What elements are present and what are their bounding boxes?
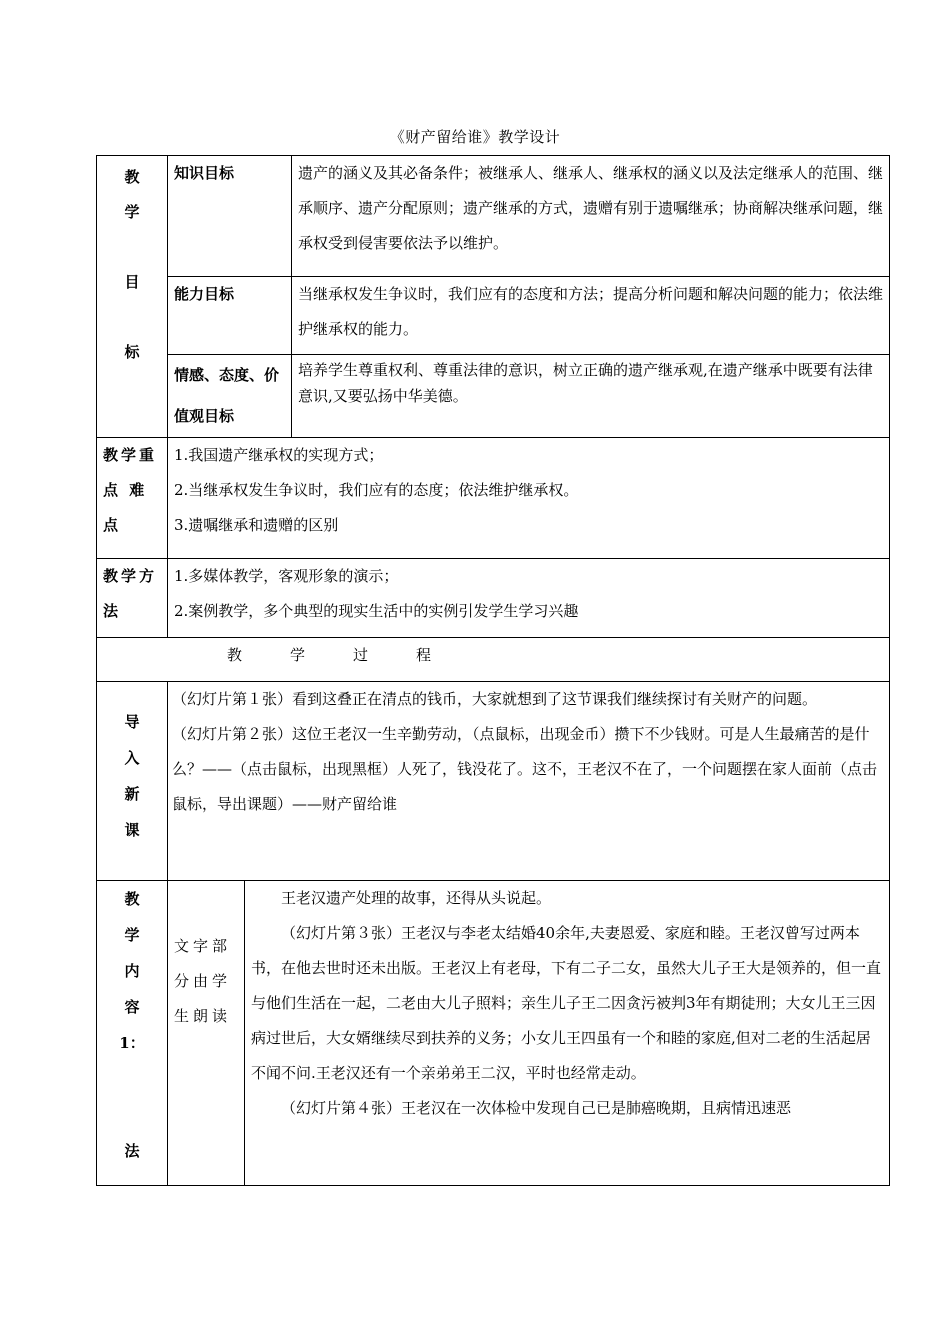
content-header: 教 学 内 容 1： 法 <box>97 881 168 1186</box>
ability-objective-label: 能力目标 <box>168 277 292 355</box>
intro-header: 导 入 新 课 <box>97 682 168 881</box>
values-objective-label: 情感、态度、价值观目标 <box>168 355 292 438</box>
key-point-item: 2.当继承权发生争议时，我们应有的态度；依法维护继承权。 <box>174 481 579 499</box>
key-points-content <box>168 438 890 559</box>
story-paragraph: （幻灯片第４张）王老汉在一次体检中发现自己已是肺癌晚期，且病情迅速恶 <box>281 1099 792 1117</box>
story-paragraph: 王老汉遗产处理的故事，还得从头说起。 <box>281 889 552 907</box>
story-paragraph: （幻灯片第３张）王老汉与李老太结婚40余年,夫妻恩爱、家庭和睦。王老汉曾写过两本书，在他去世时还未出版。王老汉上有老母，下有二子二女，虽然大儿子王大是领养的，但一直与他们生活在一起，二老由大儿子照料；亲生儿子王二因贪污被判3年有期徒刑；大女儿王三因病过世后，大女婿继续尽到扶养的义务；小女儿王四虽有一个和睦的家庭,但对二老的生活起居不闻不问.王老汉还有一个亲弟弟王二汉，平时也经常走动。 <box>251 924 882 1082</box>
intro-paragraph: （幻灯片第２张）这位王老汉一生辛勤劳动，（点鼠标，出现金币）攒下不少钱财。可是人生最痛苦的是什么？——（点击鼠标，出现黑框）人死了，钱没花了。这不，王老汉不在了，一个问题摆在家人面前（点击鼠标，导出课题）——财产留给谁 <box>172 725 878 813</box>
document-title: 《财产留给谁》教学设计 <box>389 128 561 146</box>
key-point-item: 1.我国遗产继承权的实现方式； <box>174 446 384 464</box>
process-heading: 教学过程 <box>97 638 890 682</box>
lesson-plan-table <box>96 155 890 1186</box>
reading-note: 文字部分由学生朗读 <box>168 881 245 1186</box>
knowledge-objective-content: 遗产的涵义及其必备条件；被继承人、继承人、继承权的涵义以及法定继承人的范围、继承顺序、遗产分配原则；遗产继承的方式，遗赠有别于遗嘱继承；协商解决继承问题，继承权受到侵害要依法予以维护。 <box>292 156 890 277</box>
values-objective-content: 培养学生尊重权利、尊重法律的意识，树立正确的遗产继承观,在遗产继承中既要有法律意识,又要弘扬中华美德。 <box>292 355 890 438</box>
ability-objective-content: 当继承权发生争议时，我们应有的态度和方法；提高分析问题和解决问题的能力；依法维护继承权的能力。 <box>292 277 890 355</box>
story-content <box>245 881 890 1186</box>
knowledge-objective-label: 知识目标 <box>168 156 292 277</box>
key-points-label: 教学重点 难 点 <box>97 438 168 559</box>
methods-content <box>168 559 890 638</box>
intro-content <box>168 682 890 881</box>
methods-label: 教学方法 <box>97 559 168 638</box>
key-point-item: 3.遗嘱继承和遗赠的区别 <box>174 516 339 534</box>
objectives-header: 教 学 目 标 <box>97 156 168 438</box>
method-item: 1.多媒体教学，客观形象的演示； <box>174 567 399 585</box>
intro-paragraph: （幻灯片第１张）看到这叠正在清点的钱币，大家就想到了这节课我们继续探讨有关财产的问题。 <box>172 690 818 708</box>
method-item: 2.案例教学，多个典型的现实生活中的实例引发学生学习兴趣 <box>174 602 579 620</box>
